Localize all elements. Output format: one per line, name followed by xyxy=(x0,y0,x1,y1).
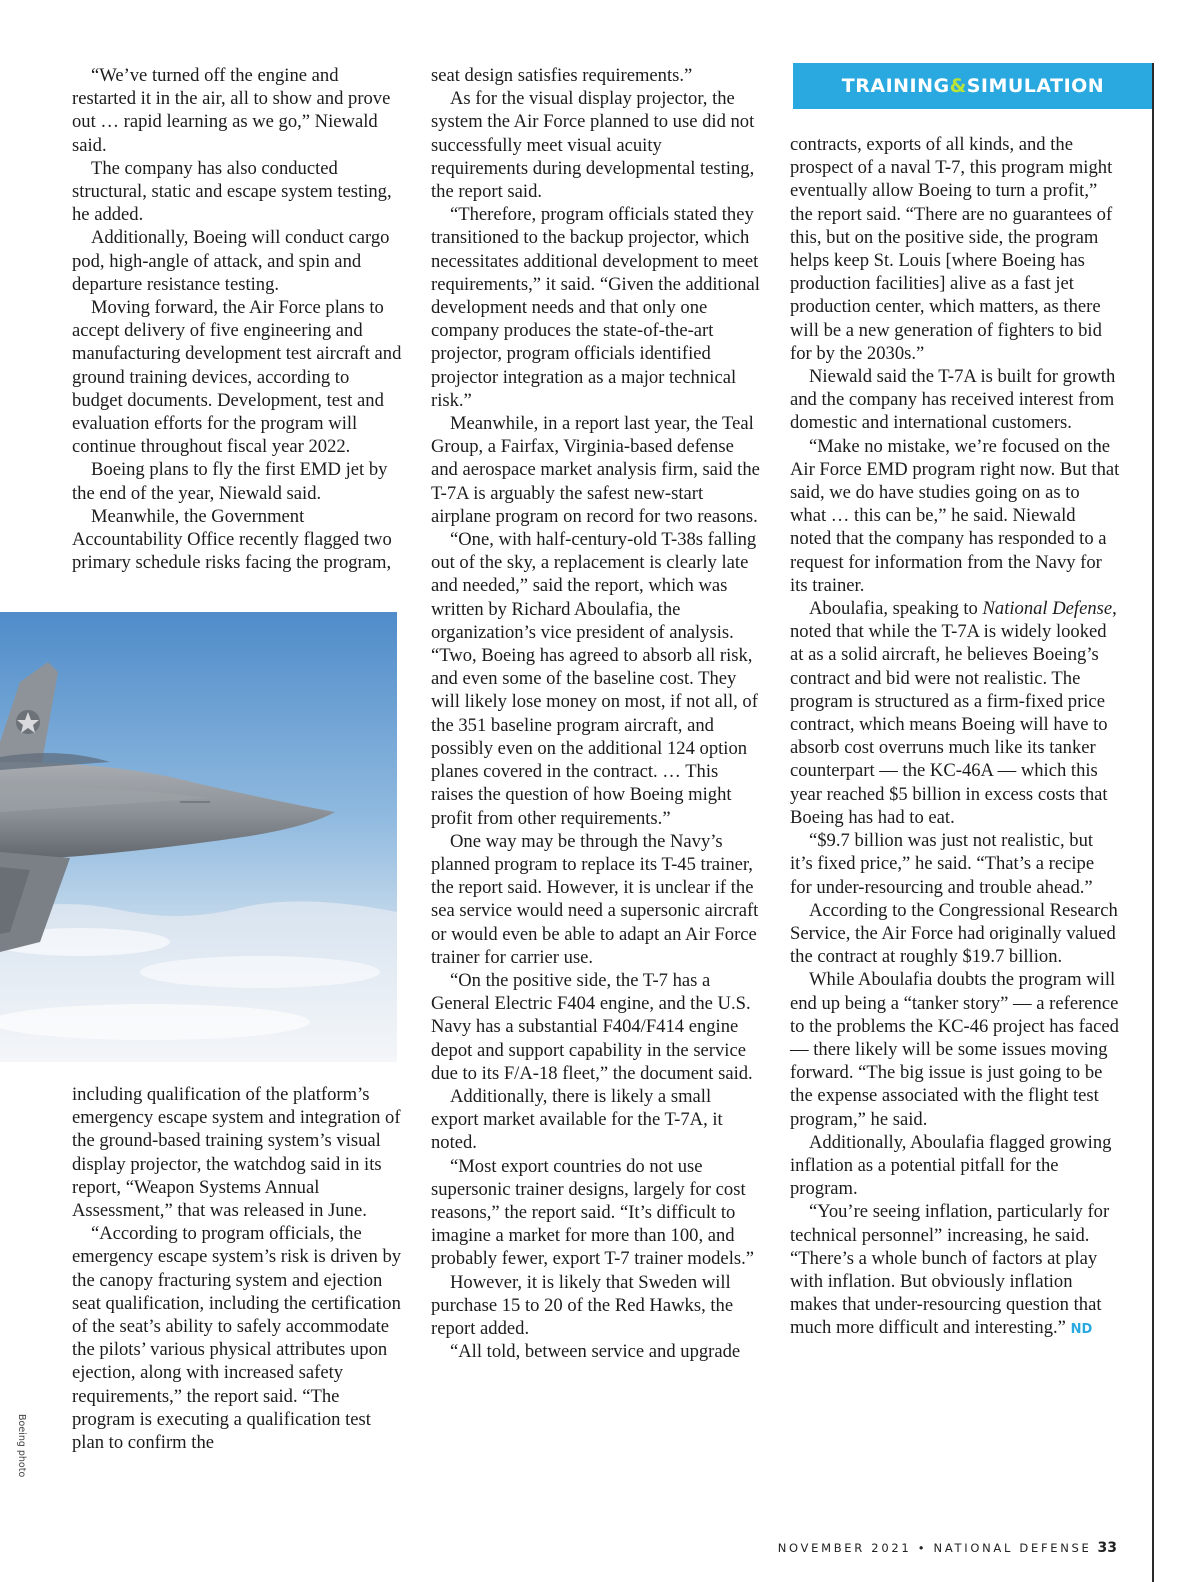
paragraph: The company has also conducted structural, static and escape system testing, he added. xyxy=(72,157,392,226)
paragraph: “Make no mistake, we’re focused on the Air Force EMD program right now. But that said, we do have studies going on as to what … this can be,” he said. Niewald noted that the company has responded to a request for information from the Navy for its trainer. xyxy=(790,435,1120,596)
column-3 xyxy=(790,133,1120,1342)
page-edge-rule xyxy=(1152,63,1154,1582)
column-1-top xyxy=(72,64,402,574)
paragraph: “According to program officials, the emergency escape system’s risk is driven by the canopy fracturing system and ejection seat qualification, including the certification of the seat’s ability to safely accommodate the pilots’ various physical attributes upon ejection, along with increased safety requirements,” the report said. “The program is executing a qualification test plan to confirm the xyxy=(72,1223,402,1454)
section-header xyxy=(793,63,1153,109)
issue-line: NOVEMBER 2021 • NATIONAL DEFENSE xyxy=(777,1541,1092,1555)
column-2 xyxy=(431,64,761,1363)
fighter-jet-photo xyxy=(0,612,397,1062)
paragraph: Niewald said the T-7A is built for growth and the company has received interest from domestic and international customers. xyxy=(790,366,1116,434)
paragraph: “One, with half-century-old T-38s falling out of the sky, a replacement is clearly late and needed,” said the report, which was written by Richard Aboulafia, the organization’s vice president of analysis. “Two, Boeing has agreed to absorb all risk, and even some of the baseline cost. They will likely lose money on most, if not all, of the 351 baseline program aircraft, and possibly even on the additional 124 option planes covered in the contract. … This raises the question of how Boeing might profit from other requirements.” xyxy=(431,529,758,829)
paragraph: One way may be through the Navy’s planned program to replace its T-45 trainer, the report said. However, it is unclear if the sea service would need a supersonic aircraft or would even be able to adapt an Air Force trainer for carrier use. xyxy=(431,830,759,968)
paragraph: “All told, between service and upgrade xyxy=(450,1341,741,1363)
paragraph: According to the Congressional Research Service, the Air Force had originally valued the contract at roughly $19.7 billion. xyxy=(790,899,1118,968)
paragraph: “On the positive side, the T-7 has a General Electric F404 engine, and the U.S. Navy has a substantial F404/F414 engine depot and support capability in the service due to its F/A-18 fleet,” the document said. xyxy=(431,969,753,1084)
paragraph: Additionally, Aboulafia flagged growing inflation as a potential pitfall for the program. xyxy=(790,1131,1112,1200)
photo-credit: Boeing photo xyxy=(16,1414,27,1478)
section-ampersand: & xyxy=(949,75,967,97)
paragraph: seat design satisfies requirements.” xyxy=(431,65,693,86)
section-word-1: TRAINING xyxy=(841,75,950,97)
paragraph: contracts, exports of all kinds, and the prospect of a naval T-7, this program might eventually allow Boeing to turn a profit,” the report said. “There are no guarantees of this, but on the positive side, the program helps keep St. Louis [where Boeing has production facilities] alive as a fast jet production center, which matters, as there will be a new generation of fighters to bid for by the 2030s.” xyxy=(790,134,1113,364)
paragraph: However, it is likely that Sweden will purchase 15 to 20 of the Red Hawks, the report added. xyxy=(431,1271,734,1339)
paragraph xyxy=(790,1200,1120,1341)
paragraph: Meanwhile, in a report last year, the Teal Group, a Fairfax, Virginia-based defense and aerospace market analysis firm, said the T-7A is arguably the safest new-start airplane program on record for two reasons. xyxy=(431,413,760,527)
paragraph: As for the visual display projector, the system the Air Force planned to use did not successfully meet visual acuity requirements during developmental testing, the report said. xyxy=(431,88,755,203)
end-mark: ND xyxy=(1070,1322,1093,1338)
paragraph: Additionally, Boeing will conduct cargo pod, high-angle of attack, and spin and departure resistance testing. xyxy=(72,227,390,295)
paragraph: Additionally, there is likely a small export market available for the T-7A, it noted. xyxy=(431,1085,723,1154)
paragraph: Boeing plans to fly the first EMD jet by the end of the year, Niewald said. xyxy=(72,459,388,504)
text-run: Aboulafia, speaking to xyxy=(809,598,983,620)
section-word-2: SIMULATION xyxy=(966,75,1105,97)
paragraph xyxy=(790,597,1120,829)
paragraph: While Aboulafia doubts the program will end up being a “tanker story” — a reference to the problems the KC-46 project has faced — there likely will be some issues moving forward. “The big issue is just going to be the expense associated with the flight test program,” he said. xyxy=(790,969,1119,1130)
paragraph: “$9.7 billion was just not realistic, but it’s fixed price,” he said. “That’s a recipe for under-resourcing and trouble ahead.” xyxy=(790,830,1095,898)
paragraph: Moving forward, the Air Force plans to accept delivery of five engineering and manufacturing development test aircraft and ground training devices, according to budget documents. Development, test and evaluation efforts for the program will continue throughout fiscal year 2022. xyxy=(72,297,402,458)
column-1-bottom xyxy=(72,1083,402,1454)
page-number: 33 xyxy=(1097,1540,1117,1556)
text-run: “You’re seeing inflation, particularly for technical personnel” increasing, he said. “There’s a whole bunch of factors at play with inflation. But obviously inflation makes that under-resourcing question that much more difficult and interesting.” xyxy=(790,1201,1110,1339)
paragraph: including qualification of the platform’s emergency escape system and integration of the ground-based training system’s visual display projector, the watchdog said in its report, “Weapon Systems Annual Assessment,” that was released in June. xyxy=(72,1084,401,1222)
text-run: , noted that while the T-7A is widely looked at as a solid aircraft, he believes Boeing’s contract and bid were not realistic. The program is structured as a firm-fixed price contract, which means Boeing will have to absorb cost overruns much like its tanker counterpart — the KC-46A — which this year reached $5 billion in excess costs that Boeing has had to eat. xyxy=(790,598,1117,828)
paragraph: “Most export countries do not use supersonic trainer designs, largely for cost reasons,” the report said. “It’s difficult to imagine a market for more than 100, and probably fewer, export T-7 trainer models.” xyxy=(431,1155,754,1270)
paragraph: Meanwhile, the Government Accountability Office recently flagged two primary schedule risks facing the program, xyxy=(72,505,392,574)
publication-name: National Defense xyxy=(982,598,1113,620)
paragraph: “Therefore, program officials stated they transitioned to the backup projector, which necessitates additional development to meet requirements,” it said. “Given the additional development needs and that only one company produces the state-of-the-art projector, program officials identified projector integration as a major technical risk.” xyxy=(431,204,760,411)
page-footer xyxy=(778,1540,1117,1556)
paragraph: “We’ve turned off the engine and restarted it in the air, all to show and prove out … rapid learning as we go,” Niewald said. xyxy=(72,65,391,156)
